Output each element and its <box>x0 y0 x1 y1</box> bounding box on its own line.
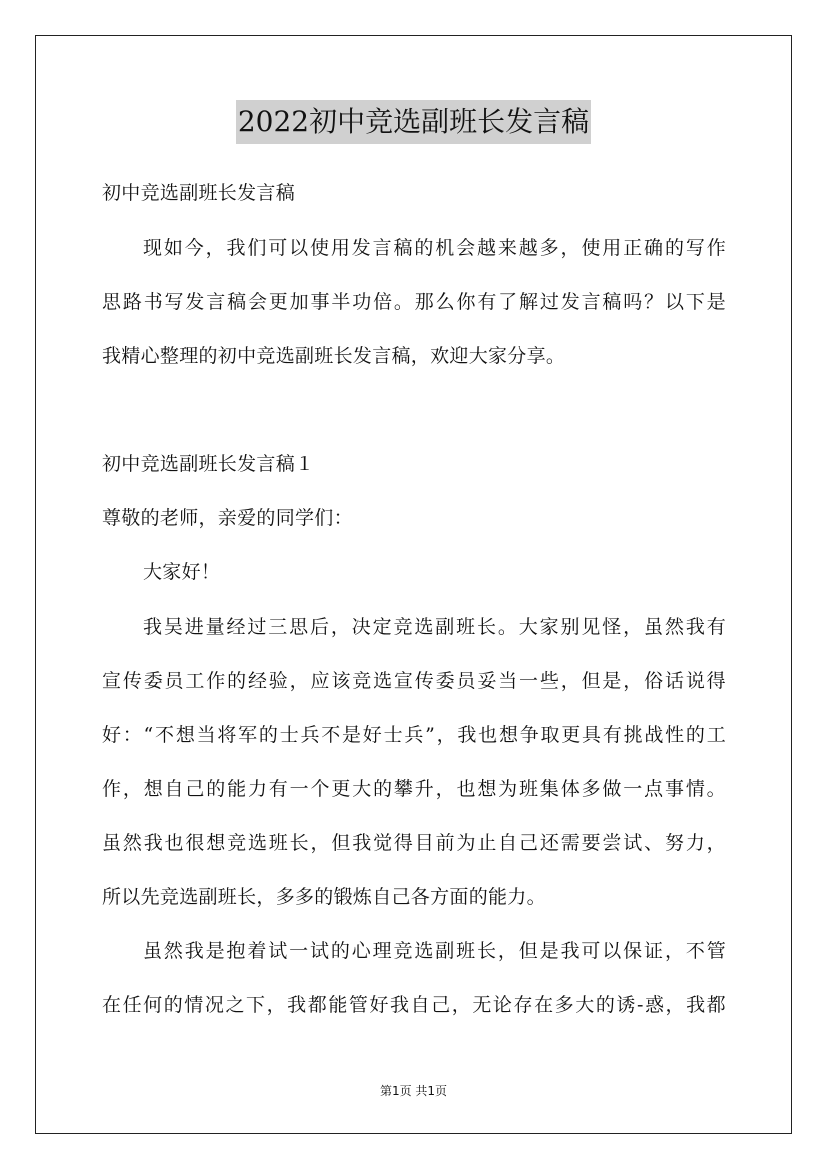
paragraph-line: 虽然我也很想竞选班长，但我觉得目前为止自己还需要尝试、努力， <box>102 832 726 854</box>
title-container <box>0 100 827 144</box>
section-heading: 初中竞选副班长发言稿１ <box>102 453 315 475</box>
document-title: 2022初中竞选副班长发言稿 <box>236 100 591 144</box>
paragraph-line: 虽然我是抱着试一试的心理竞选副班长，但是我可以保证，不管 <box>143 940 726 962</box>
paragraph-line: 现如今，我们可以使用发言稿的机会越来越多，使用正确的写作 <box>143 237 726 259</box>
salutation-line: 尊敬的老师，亲爱的同学们： <box>102 507 353 529</box>
paragraph-line: 宣传委员工作的经验，应该竞选宣传委员妥当一些，但是，俗话说得 <box>102 670 726 692</box>
paragraph-line: 作，想自己的能力有一个更大的攀升，也想为班集体多做一点事情。 <box>102 778 726 800</box>
paragraph-line: 好：“不想当将军的士兵不是好士兵”，我也想争取更具有挑战性的工 <box>102 724 726 746</box>
paragraph-line: 思路书写发言稿会更加事半功倍。那么你有了解过发言稿吗？以下是 <box>102 291 726 313</box>
paragraph-line: 在任何的情况之下，我都能管好我自己，无论存在多大的诱-惑，我都 <box>102 994 726 1016</box>
page-footer: 第1页 共1页 <box>379 1084 448 1098</box>
greeting-line: 大家好！ <box>143 561 221 583</box>
paragraph-line: 所以先竞选副班长，多多的锻炼自己各方面的能力。 <box>102 886 546 908</box>
subtitle-line: 初中竞选副班长发言稿 <box>102 182 296 204</box>
paragraph-line: 我精心整理的初中竞选副班长发言稿，欢迎大家分享。 <box>102 345 566 367</box>
paragraph-line: 我吴进量经过三思后，决定竞选副班长。大家别见怪，虽然我有 <box>143 616 726 638</box>
